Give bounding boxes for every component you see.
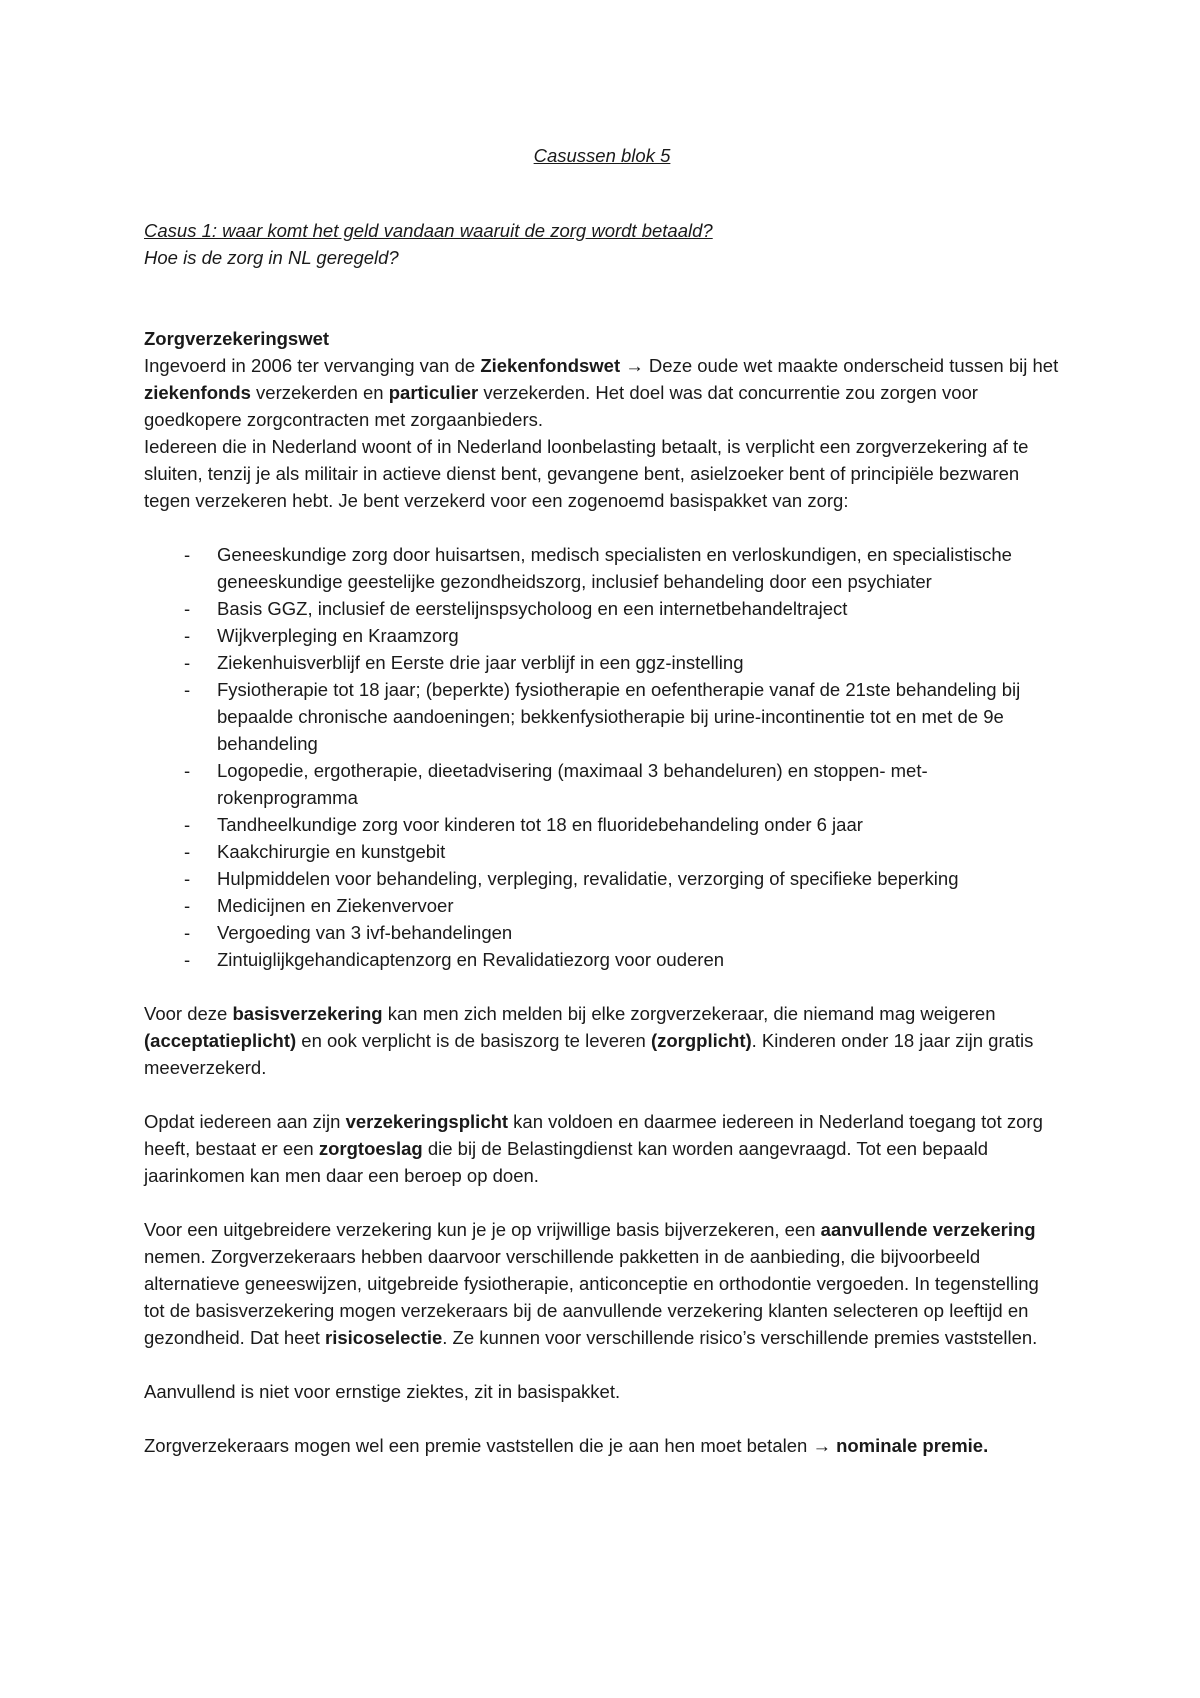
bullet-dash: -: [184, 868, 191, 889]
section-title: Zorgverzekeringswet: [144, 328, 330, 349]
bullet-dash: -: [184, 544, 191, 565]
toeslag-paragraph: Opdat iedereen aan zijn verzekeringsplicht kan voldoen en daarmee iedereen in Nederland toegang tot zorg heeft, bestaat er een zorgtoeslag die bij de Belastingdienst kan worden aangevraagd. Tot een bepaald jaarinkomen kan men daar een beroep op doen.: [144, 1111, 1043, 1186]
list-item: [144, 865, 1060, 892]
intro-text-1: Ingevoerd in 2006 ter vervanging van de: [144, 355, 481, 376]
list-item-text: Fysiotherapie tot 18 jaar; (beperkte) fysiotherapie en oefentherapie vanaf de 21ste behandeling bij bepaalde chronische aandoeningen; bekkenfysiotherapie bij urine-incontinentie tot en met de 9e behandeling: [217, 679, 1021, 754]
list-item: [144, 919, 1060, 946]
list-item-text: Kaakchirurgie en kunstgebit: [217, 841, 446, 862]
bullet-dash: -: [184, 652, 191, 673]
list-item: [144, 676, 1060, 757]
list-item-text: Vergoeding van 3 ivf-behandelingen: [217, 922, 513, 943]
casus-subheading: Hoe is de zorg in NL geregeld?: [144, 247, 399, 268]
list-item: [144, 649, 1060, 676]
list-item: [144, 622, 1060, 649]
list-item-text: Basis GGZ, inclusief de eerstelijnspsycholoog en een internetbehandeltraject: [217, 598, 848, 619]
ernstig-paragraph: Aanvullend is niet voor ernstige ziektes, zit in basispakket.: [144, 1381, 621, 1402]
arrow-icon: →: [812, 1435, 831, 1456]
intro-bold-ziekenfonds: ziekenfonds: [144, 382, 251, 403]
list-item: [144, 541, 1060, 595]
bullet-dash: -: [184, 841, 191, 862]
list-item-text: Ziekenhuisverblijf en Eerste drie jaar verblijf in een ggz-instelling: [217, 652, 744, 673]
intro-text-4: verzekerden. Het doel was dat concurrentie zou zorgen voor goedkopere zorgcontracten met zorgaanbieders.: [144, 382, 978, 430]
intro-text-2: Deze oude wet maakte onderscheid tussen bij het: [648, 355, 1059, 376]
casus-heading: Casus 1: waar komt het geld vandaan waaruit de zorg wordt betaald?: [144, 220, 713, 241]
list-item-text: Logopedie, ergotherapie, dieetadvisering (maximaal 3 behandeluren) en stoppen- met-rokenprogramma: [217, 760, 928, 808]
document-title: Casussen blok 5: [533, 145, 671, 166]
basis-paragraph: Voor deze basisverzekering kan men zich melden bij elke zorgverzekeraar, die niemand mag weigeren (acceptatieplicht) en ook verplicht is de basiszorg te leveren (zorgplicht). Kinderen onder 18 jaar zijn gratis meeverzekerd.: [144, 1003, 1034, 1078]
bullet-dash: -: [184, 679, 191, 700]
intro-bold-ziekenfondswet: Ziekenfondswet: [480, 355, 621, 376]
bullet-dash: -: [184, 922, 191, 943]
intro-bold-particulier: particulier: [388, 382, 479, 403]
obligation-paragraph: Iedereen die in Nederland woont of in Nederland loonbelasting betaalt, is verplicht een zorgverzekering af te sluiten, tenzij je als militair in actieve dienst bent, gevangene bent, asielzoeker bent of principiële bezwaren tegen verzekeren hebt. Je bent verzekerd voor een zogenoemd basispakket van zorg:: [144, 436, 1029, 511]
arrow-icon: →: [620, 355, 649, 376]
bullet-dash: -: [184, 760, 191, 781]
list-item-text: Hulpmiddelen voor behandeling, verpleging, revalidatie, verzorging of specifieke beperking: [217, 868, 959, 889]
list-item-text: Geneeskundige zorg door huisartsen, medisch specialisten en verloskundigen, en specialistische geneeskundige geestelijke gezondheidszorg, inclusief behandeling door een psychiater: [217, 544, 1012, 592]
bullet-dash: -: [184, 814, 191, 835]
list-item: [144, 838, 1060, 865]
list-item: [144, 595, 1060, 622]
list-item: [144, 757, 1060, 811]
aanvullend-paragraph: Voor een uitgebreidere verzekering kun je je op vrijwillige basis bijverzekeren, een aanvullende verzekering nemen. Zorgverzekeraars hebben daarvoor verschillende pakketten in de aanbieding, die bijvoorbeeld alternatieve geneeswijzen, uitgebreide fysiotherapie, anticonceptie en orthodontie vergoeden. In tegenstelling tot de basisverzekering mogen verzekeraars bij de aanvullende verzekering klanten selecteren op leeftijd en gezondheid. Dat heet risicoselectie. Ze kunnen voor verschillende risico’s verschillende premies vaststellen.: [144, 1219, 1039, 1348]
intro-paragraph: [144, 352, 1060, 433]
list-item-text: Wijkverpleging en Kraamzorg: [217, 625, 459, 646]
bullet-dash: -: [184, 949, 191, 970]
list-item: [144, 811, 1060, 838]
bullet-dash: -: [184, 598, 191, 619]
list-item-text: Medicijnen en Ziekenvervoer: [217, 895, 454, 916]
list-item-text: Tandheelkundige zorg voor kinderen tot 18 en fluoridebehandeling onder 6 jaar: [217, 814, 863, 835]
bullet-dash: -: [184, 895, 191, 916]
list-item: [144, 946, 1060, 973]
bullet-dash: -: [184, 625, 191, 646]
premie-paragraph: Zorgverzekeraars mogen wel een premie vaststellen die je aan hen moet betalen → nominale premie.: [144, 1435, 989, 1456]
list-item: [144, 892, 1060, 919]
intro-text-3: verzekerden en: [250, 382, 389, 403]
list-item-text: Zintuiglijkgehandicaptenzorg en Revalidatiezorg voor ouderen: [217, 949, 725, 970]
basispakket-list: [144, 541, 1060, 973]
